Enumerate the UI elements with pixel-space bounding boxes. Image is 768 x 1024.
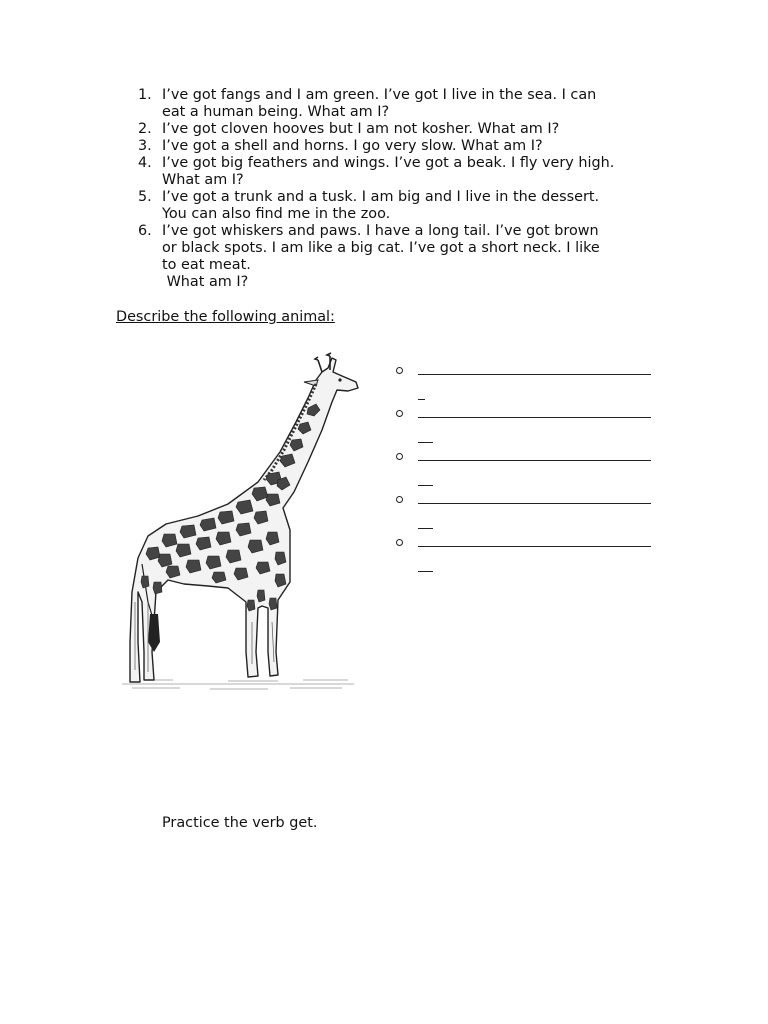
riddle-number: 4. xyxy=(138,155,152,171)
answer-line[interactable] xyxy=(394,361,664,404)
answer-line[interactable] xyxy=(394,533,664,576)
circle-bullet-icon xyxy=(396,453,403,460)
answer-rule xyxy=(418,374,651,375)
riddle-text: or black spots. I am like a big cat. I’ve got a short neck. I like xyxy=(162,240,600,256)
riddle-text: eat a human being. What am I? xyxy=(162,104,390,120)
riddle-text: What am I? xyxy=(162,172,244,188)
circle-bullet-icon xyxy=(396,367,403,374)
answer-rule xyxy=(418,503,651,504)
riddle-number: 6. xyxy=(138,223,152,239)
answer-rule-tail xyxy=(418,442,433,443)
riddle-item xyxy=(138,121,658,138)
riddle-item xyxy=(138,87,658,121)
answer-rule-tail xyxy=(418,485,433,486)
describe-heading: Describe the following animal: xyxy=(116,309,335,325)
circle-bullet-icon xyxy=(396,539,403,546)
riddle-item xyxy=(138,189,658,223)
circle-bullet-icon xyxy=(396,496,403,503)
giraffe-illustration xyxy=(118,352,363,698)
answer-rule xyxy=(418,546,651,547)
answer-rule-tail xyxy=(418,571,433,572)
riddle-text: I’ve got cloven hooves but I am not kosher. What am I? xyxy=(162,121,560,137)
riddle-number: 2. xyxy=(138,121,152,137)
riddle-text: I’ve got big feathers and wings. I’ve got a beak. I fly very high. xyxy=(162,155,615,171)
practice-instruction: Practice the verb get. xyxy=(162,815,318,831)
riddle-text: You can also find me in the zoo. xyxy=(162,206,391,222)
giraffe-body xyxy=(130,358,358,682)
riddle-text: I’ve got fangs and I am green. I’ve got I live in the sea. I can xyxy=(162,87,597,103)
answer-line[interactable] xyxy=(394,404,664,447)
riddle-number: 5. xyxy=(138,189,152,205)
riddle-text: to eat meat. xyxy=(162,257,251,273)
riddle-text: What am I? xyxy=(162,274,249,290)
answer-line[interactable] xyxy=(394,490,664,533)
riddle-text: I’ve got whiskers and paws. I have a long tail. I’ve got brown xyxy=(162,223,599,239)
riddle-text: I’ve got a shell and horns. I go very slow. What am I? xyxy=(162,138,543,154)
answer-line[interactable] xyxy=(394,447,664,490)
answer-rule xyxy=(418,417,651,418)
riddle-item xyxy=(138,223,658,291)
ground-shadow xyxy=(122,680,354,689)
riddle-item xyxy=(138,155,658,189)
answer-rule xyxy=(418,460,651,461)
answer-rule-tail xyxy=(418,528,433,529)
riddle-item xyxy=(138,138,658,155)
circle-bullet-icon xyxy=(396,410,403,417)
riddle-text: I’ve got a trunk and a tusk. I am big and I live in the dessert. xyxy=(162,189,600,205)
riddle-list xyxy=(138,87,658,291)
riddle-number: 1. xyxy=(138,87,152,103)
answer-lines xyxy=(394,361,664,576)
answer-rule-tail xyxy=(418,399,425,400)
riddle-number: 3. xyxy=(138,138,152,154)
